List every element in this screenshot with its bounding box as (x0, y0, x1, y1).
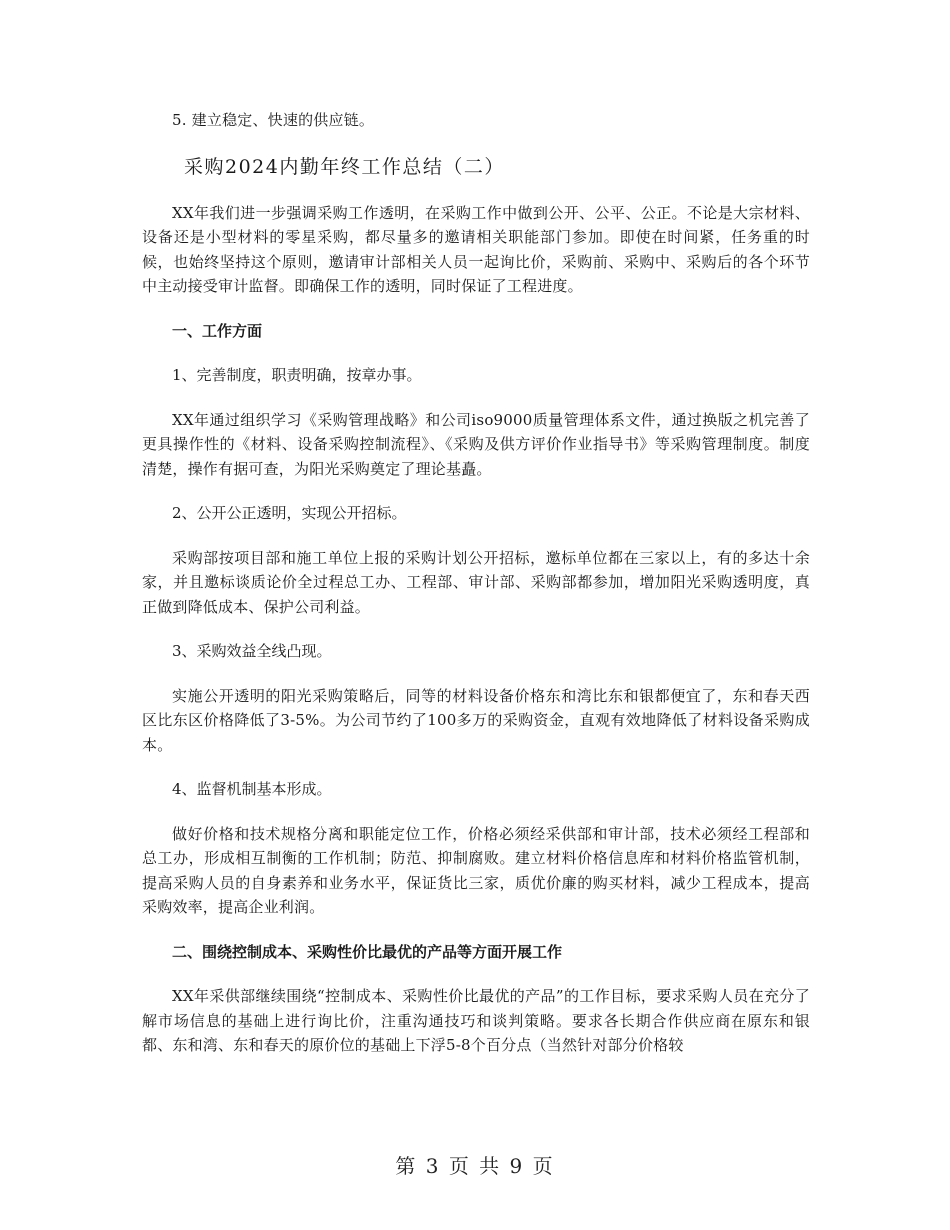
page-number-footer: 第 3 页 共 9 页 (395, 1154, 555, 1178)
subheading-system: 1、完善制度，职责明确，按章办事。 (172, 366, 422, 384)
section-title: 采购2024内勤年终工作总结（二） (184, 155, 505, 178)
heading-cost-control: 二、围绕控制成本、采购性价比最优的产品等方面开展工作 (172, 942, 563, 961)
heading-work-aspects: 一、工作方面 (172, 321, 263, 340)
paragraph-supervision: 做好价格和技术规格分离和职能定位工作，价格必须经采供部和审计部，技术必须经工程部和总工办，形成相互制衡的工作机制；防范、抑制腐败。建立材料价格信息库和材料价格监管机制，提高采购人员的自身素养和业务水平，保证货比三家，质优价廉的购买材料，减少工程成本，提高采购效率，提高企业利润。 (142, 824, 810, 916)
subheading-benefits: 3、采购效益全线凸现。 (172, 642, 332, 660)
intro-paragraph: XX年我们进一步强调采购工作透明，在采购工作中做到公开、公平、公正。不论是大宗材料、设备还是小型材料的零星采购，都尽量多的邀请相关职能部门参加。即使在时间紧，任务重的时候，也始终坚持这个原则，邀请审计部相关人员一起询比价，采购前、采购中、采购后的各个环节中主动接受审计监督。即确保工作的透明，同时保证了工程进度。 (142, 203, 810, 295)
subheading-transparency: 2、公开公正透明，实现公开招标。 (172, 504, 407, 522)
subheading-supervision: 4、监督机制基本形成。 (172, 780, 332, 798)
paragraph-system: XX年通过组织学习《采购管理战略》和公司iso9000质量管理体系文件，通过换版之机完善了更具操作性的《材料、设备采购控制流程》、《采购及供方评价作业指导书》等采购管理制度。制度清楚，操作有据可查，为阳光采购奠定了理论基矗。 (142, 410, 810, 478)
paragraph-benefits: 实施公开透明的阳光采购策略后，同等的材料设备价格东和湾比东和银都便宜了，东和春天西区比东区价格降低了3-5%。为公司节约了100多万的采购资金，直观有效地降低了材料设备采购成本。 (142, 686, 810, 754)
intro-list-item: 5. 建立稳定、快速的供应链。 (172, 111, 375, 129)
paragraph-transparency: 采购部按项目部和施工单位上报的采购计划公开招标，邀标单位都在三家以上，有的多达十余家，并且邀标谈质论价全过程总工办、工程部、审计部、采购部都参加，增加阳光采购透明度，真正做到降低成本、保护公司利益。 (142, 548, 810, 616)
page-content (142, 108, 810, 1058)
paragraph-cost-control: XX年采供部继续围绕“控制成本、采购性价比最优的产品”的工作目标，要求采购人员在充分了解市场信息的基础上进行询比价，注重沟通技巧和谈判策略。要求各长期合作供应商在原东和银都、东和湾、东和春天的原价位的基础上下浮5-8个百分点（当然针对部分价格较 (142, 987, 810, 1054)
